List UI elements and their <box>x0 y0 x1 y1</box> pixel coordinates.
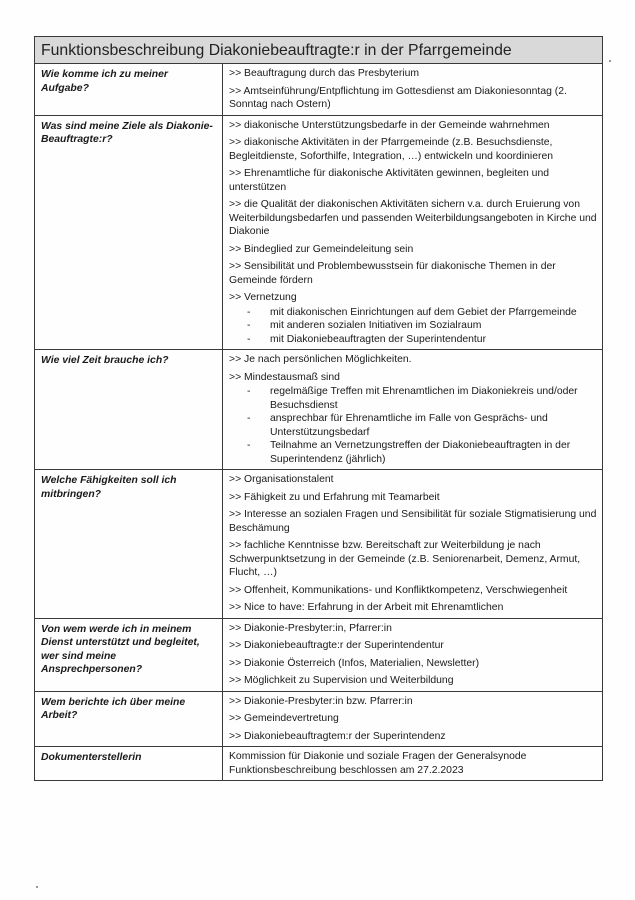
table-row <box>35 115 603 350</box>
list-item-text: >> Fähigkeit zu und Erfahrung mit Teamarbeit <box>229 491 440 503</box>
dash-bullet: - <box>247 333 251 345</box>
table-row <box>35 618 603 691</box>
sub-list-item <box>247 439 597 466</box>
answer-cell <box>223 115 603 350</box>
list-item <box>229 657 597 671</box>
list-item-text: >> Nice to have: Erfahrung in der Arbeit mit Ehrenamtlichen <box>229 602 504 613</box>
question-cell: Welche Fähigkeiten soll ich mitbringen? <box>35 470 223 619</box>
question-cell: Wem berichte ich über meine Arbeit? <box>35 691 223 747</box>
list-item <box>229 695 597 709</box>
dash-bullet: - <box>247 306 251 318</box>
list-item-text: >> Beauftragung durch das Presbyterium <box>229 68 420 79</box>
list-item <box>229 198 597 239</box>
sub-list-item <box>247 385 597 412</box>
sub-list-item-text: ansprechbar für Ehrenamtliche im Falle von Gesprächs- und Unterstützungsbedarf <box>270 413 548 438</box>
list-item <box>229 730 597 744</box>
question-cell: Wie viel Zeit brauche ich? <box>35 350 223 470</box>
sub-list <box>229 306 597 347</box>
list-item-text: >> Diakonie-Presbyter:in, Pfarrer:in <box>229 622 392 634</box>
list-item-text: >> Amtseinführung/Entpflichtung im Gottesdienst am Diakoniesonntag (2. Sonntag nach Ostern) <box>229 85 567 110</box>
dash-bullet: - <box>247 386 251 397</box>
sub-list-item <box>247 319 597 333</box>
list-item-text: Kommission für Diakonie und soziale Fragen der Generalsynode Funktionsbeschreibung beschlossen am 27.2.2023 <box>229 751 527 776</box>
list-item <box>229 473 597 487</box>
list-item-text: >> Mindestausmaß sind <box>229 371 340 383</box>
list-item-text: >> Offenheit, Kommunikations- und Konfliktkompetenz, Verschwiegenheit <box>229 584 568 596</box>
question-cell: Von wem werde ich in meinem Dienst unterstützt und begleitet, wer sind meine Ansprechpersonen? <box>35 618 223 691</box>
list-item <box>229 291 597 346</box>
sub-list-item-text: regelmäßige Treffen mit Ehrenamtlichen im Diakoniekreis und/oder Besuchsdienst <box>270 386 578 411</box>
list-item-text: >> Ehrenamtliche für diakonische Aktivitäten gewinnen, begleiten und unterstützen <box>229 168 550 193</box>
table-row <box>35 350 603 470</box>
list-item <box>229 260 597 287</box>
list-item-text: >> Diakoniebeauftragte:r der Superintendentur <box>229 640 444 651</box>
list-item-text: >> Diakoniebeauftragtem:r der Superintendenz <box>229 730 446 742</box>
list-item-text: >> Organisationstalent <box>229 474 334 485</box>
list-item <box>229 584 597 598</box>
sub-list <box>229 385 597 466</box>
question-cell: Was sind meine Ziele als Diakonie-Beauftragte:r? <box>35 115 223 350</box>
table-row <box>35 470 603 619</box>
sub-list-item-text: mit anderen sozialen Initiativen im Sozialraum <box>270 320 482 331</box>
list-item <box>229 674 597 688</box>
list-item-text: >> Diakonie-Presbyter:in bzw. Pfarrer:in <box>229 695 413 707</box>
list-item-text: >> Möglichkeit zu Supervision und Weiterbildung <box>229 675 454 686</box>
list-item-text: >> Sensibilität und Problembewusstsein für diakonische Themen in der Gemeinde fördern <box>229 261 556 286</box>
list-item <box>229 243 597 257</box>
question-cell: Wie komme ich zu meiner Aufgabe? <box>35 64 223 116</box>
list-item <box>229 601 597 615</box>
dash-bullet: - <box>247 440 251 451</box>
list-item <box>229 539 597 580</box>
table-row <box>35 64 603 116</box>
answer-cell <box>223 64 603 116</box>
list-item-text: >> die Qualität der diakonischen Aktivitäten sichern v.a. durch Eruierung von Weiterbildungsbedarfen und passenden Weiterbildungsangeboten in Kirche und Diakonie <box>229 199 597 237</box>
title-row <box>35 37 603 64</box>
table-row <box>35 691 603 747</box>
list-item-text: >> diakonische Unterstützungsbedarfe in der Gemeinde wahrnehmen <box>229 119 550 131</box>
list-item <box>229 491 597 505</box>
sub-list-item <box>247 333 597 347</box>
sub-list-item-text: mit Diakoniebeauftragten der Superintendentur <box>270 333 487 345</box>
list-item <box>229 750 597 777</box>
sub-list-item <box>247 306 597 320</box>
answer-cell <box>223 618 603 691</box>
list-item <box>229 622 597 636</box>
list-item <box>229 85 597 112</box>
list-item <box>229 353 597 367</box>
sub-list-item-text: Teilnahme an Vernetzungstreffen der Diakoniebeauftragten in der Superintendenz (jährlich) <box>270 440 571 465</box>
list-item-text: >> Bindeglied zur Gemeindeleitung sein <box>229 243 414 255</box>
list-item <box>229 639 597 653</box>
answer-cell <box>223 350 603 470</box>
list-item <box>229 712 597 726</box>
question-cell: Dokumenterstellerin <box>35 747 223 781</box>
list-item-text: >> fachliche Kenntnisse bzw. Bereitschaft zur Weiterbildung je nach Schwerpunktsetzung in der Gemeinde (z.B. Seniorenarbeit, Demenz, Armut, Flucht, …) <box>229 540 581 578</box>
list-item-text: >> diakonische Aktivitäten in der Pfarrgemeinde (z.B. Besuchsdienste, Begleitdienste, Soforthilfe, Integration, …) entwickeln und koordinieren <box>229 137 554 162</box>
sub-list-item-text: mit diakonischen Einrichtungen auf dem Gebiet der Pfarrgemeinde <box>270 306 577 318</box>
table-row <box>35 747 603 781</box>
list-item <box>229 67 597 81</box>
list-item <box>229 508 597 535</box>
sub-list-item <box>247 412 597 439</box>
list-item <box>229 119 597 133</box>
dash-bullet: - <box>247 320 251 331</box>
answer-cell <box>223 747 603 781</box>
list-item-text: >> Diakonie Österreich (Infos, Materialien, Newsletter) <box>229 657 480 669</box>
list-item-text: >> Interesse an sozialen Fragen und Sensibilität für soziale Stigmatisierung und Beschämung <box>229 509 597 534</box>
document-title: Funktionsbeschreibung Diakoniebeauftragte:r in der Pfarrgemeinde <box>35 37 603 64</box>
list-item-text: >> Vernetzung <box>229 292 297 303</box>
scan-speck <box>36 886 38 888</box>
list-item <box>229 371 597 467</box>
list-item-text: >> Je nach persönlichen Möglichkeiten. <box>229 354 412 365</box>
list-item <box>229 167 597 194</box>
scan-speck <box>609 60 611 62</box>
list-item-text: >> Gemeindevertretung <box>229 713 339 724</box>
list-item <box>229 136 597 163</box>
answer-cell <box>223 691 603 747</box>
dash-bullet: - <box>247 413 251 424</box>
answer-cell <box>223 470 603 619</box>
function-description-table <box>34 36 603 781</box>
